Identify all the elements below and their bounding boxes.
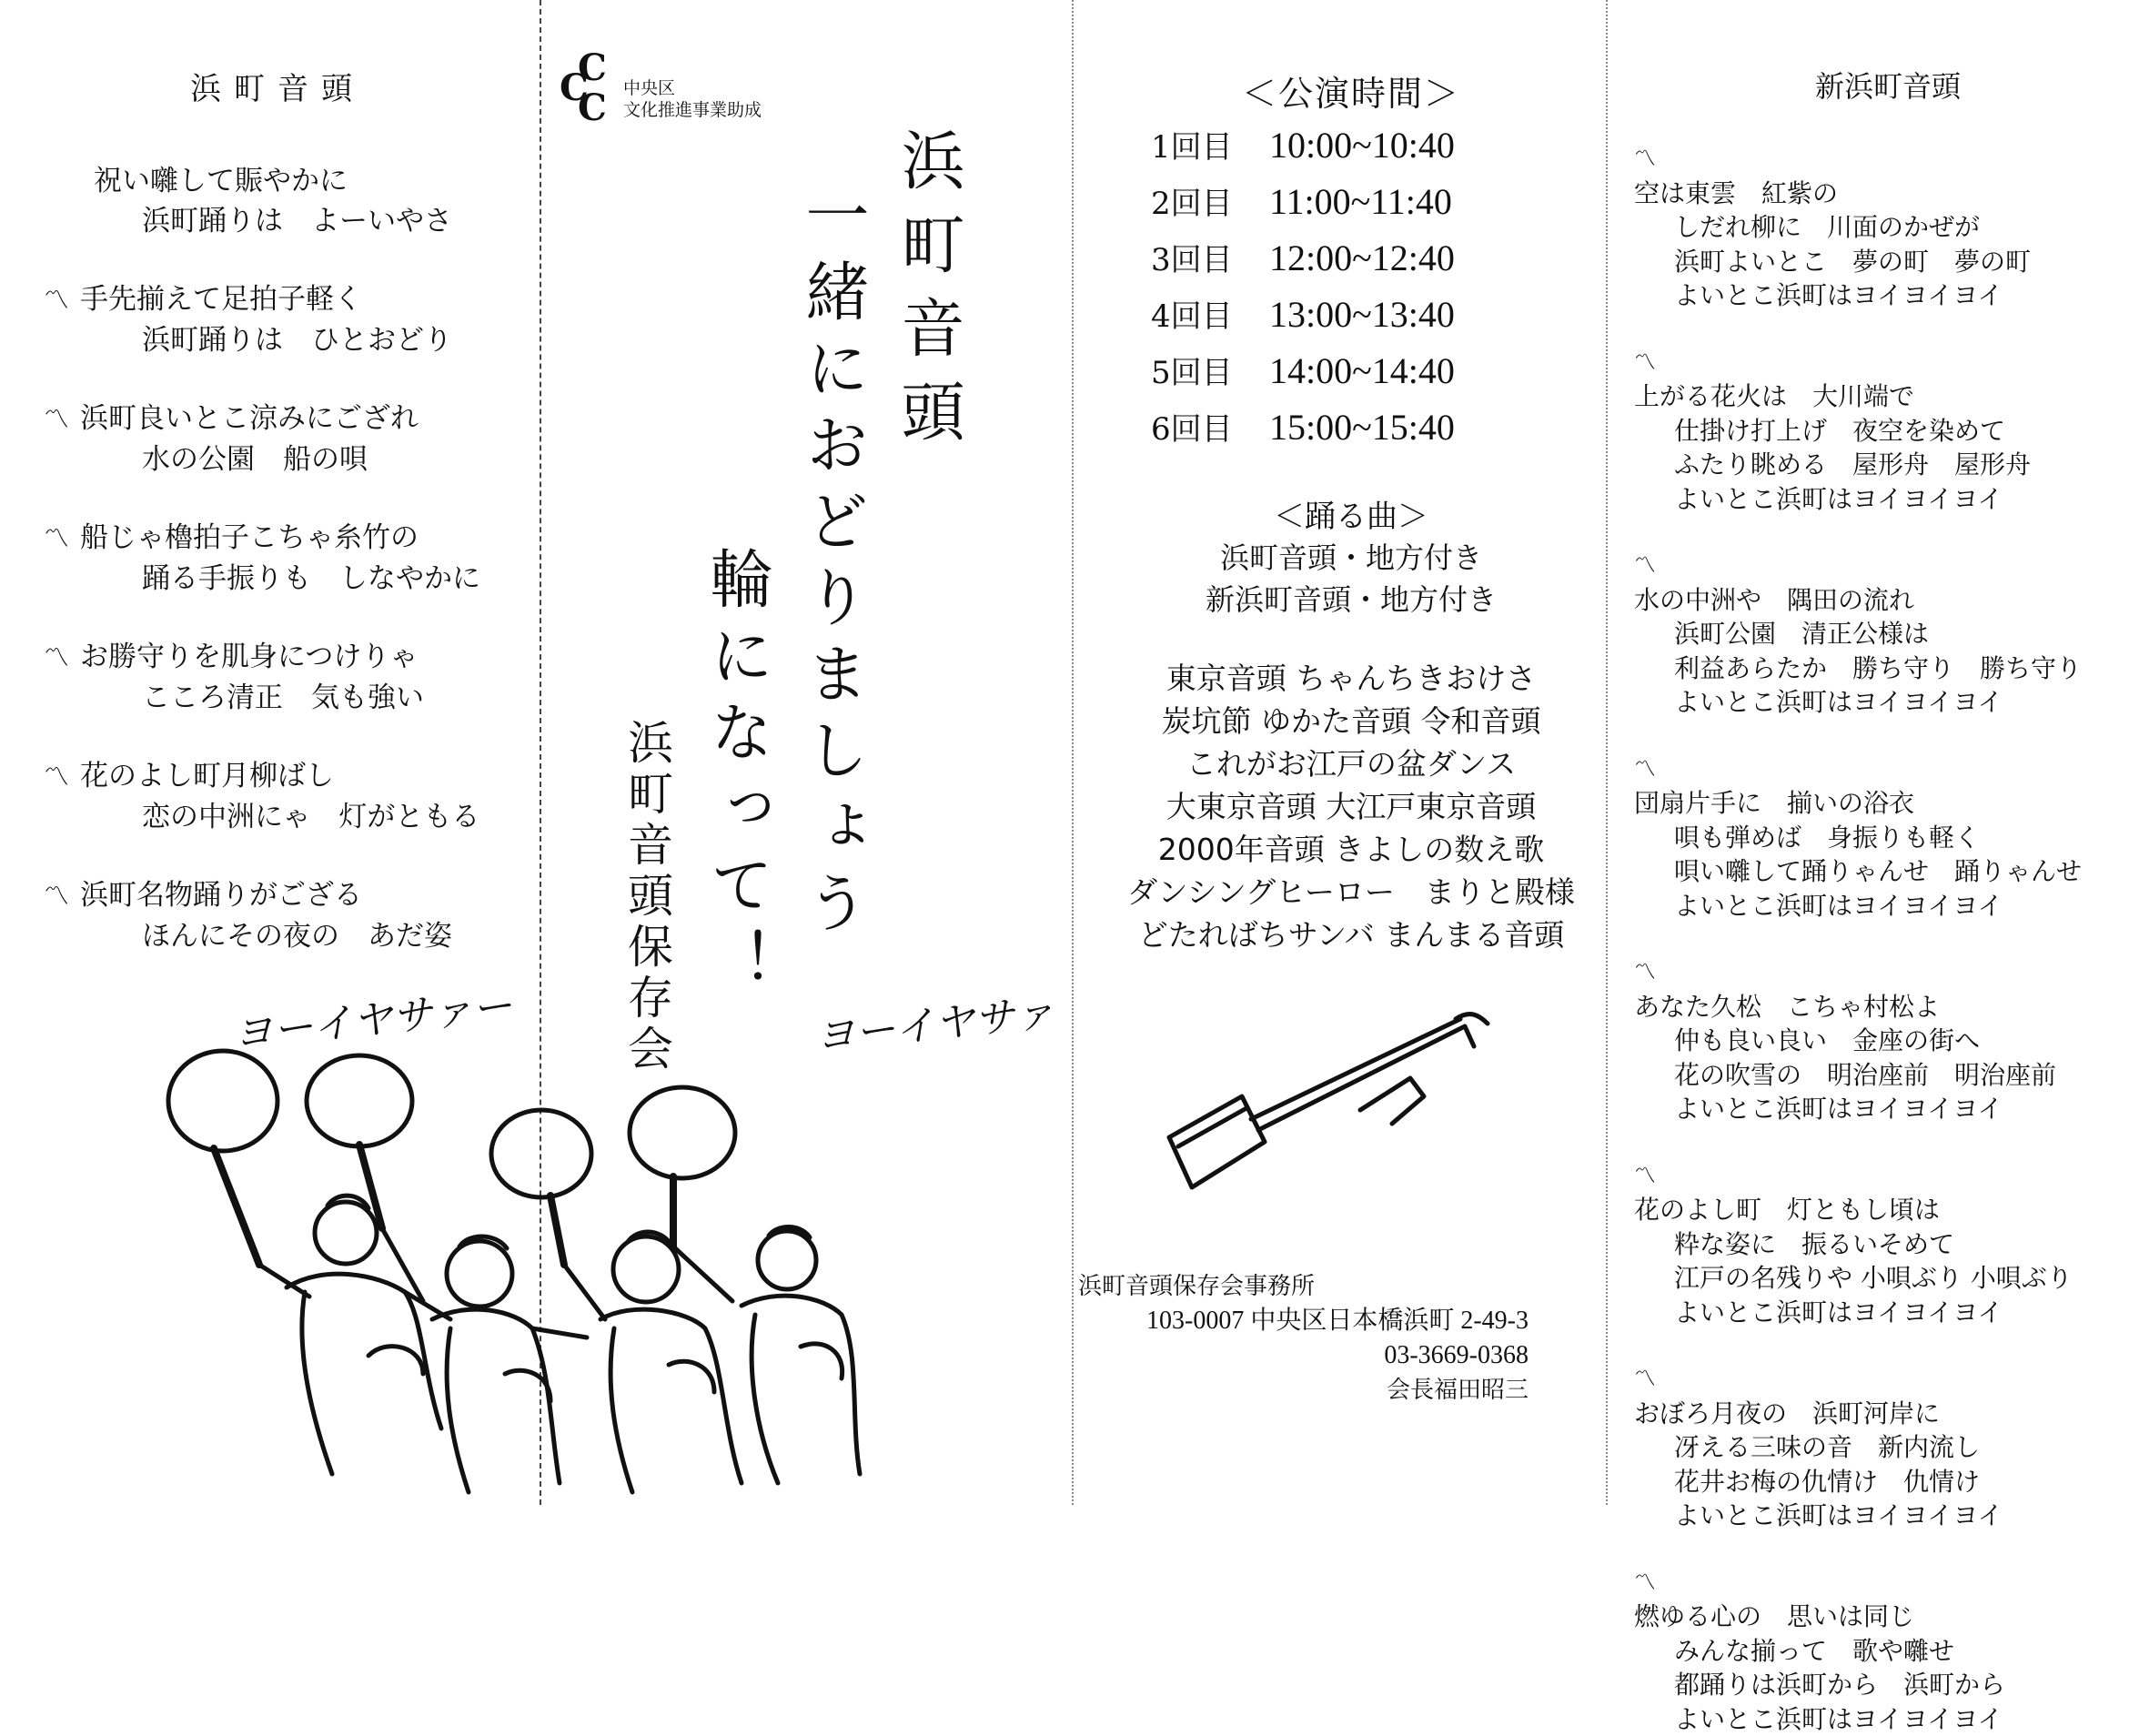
lyric-verse	[1634, 549, 2129, 720]
lyric-verse	[1634, 955, 2129, 1126]
panel-shin-hamacho-ondo-lyrics	[1619, 0, 2129, 1505]
lyrics-list	[1619, 142, 2129, 1736]
session-number: 2回目	[1151, 177, 1269, 231]
lyric-line: よいとこ浜町はヨイヨイヨイ	[1634, 1092, 2129, 1126]
lyric-line: 仲も良い良い 金座の街へ	[1634, 1024, 2129, 1058]
iori-mark-icon: 〽	[44, 757, 80, 797]
lyric-line: 花のよし町 灯ともし頃は	[1634, 1193, 2129, 1227]
schedule-row	[1151, 288, 1455, 344]
lyric-line: 花井お梅の仇情け 仇情け	[1634, 1465, 2129, 1499]
iori-mark-icon: 〽	[44, 280, 80, 320]
lyric-line: お勝守りを肌身につけりゃ	[80, 641, 418, 673]
lyric-line: よいとこ浜町はヨイヨイヨイ	[1634, 1499, 2129, 1533]
office-address: 103-0007 中央区日本橋浜町 2-49-3	[1078, 1304, 1529, 1338]
logo-line: 中央区	[623, 77, 675, 99]
session-time: 14:00~14:40	[1269, 350, 1455, 391]
schedule-title: ＜公演時間＞	[1078, 66, 1624, 116]
iori-mark-icon: 〽	[44, 638, 80, 678]
cover-tagline: 輪になって！	[691, 546, 783, 1004]
schedule-row	[1151, 231, 1455, 288]
schedule-list	[1151, 118, 1455, 457]
lyric-verse	[44, 518, 528, 599]
session-time: 12:00~12:40	[1269, 237, 1455, 278]
session-number: 1回目	[1151, 120, 1269, 175]
lyric-line: しだれ柳に 川面のかぜが	[1634, 210, 2129, 245]
shout-text: ヨーイヤサァ	[812, 979, 1056, 1062]
song-line: 炭坑節 ゆかた音頭 令和音頭	[1078, 700, 1624, 742]
schedule-row	[1151, 175, 1455, 231]
featured-song: 浜町音頭・地方付き	[1078, 537, 1624, 579]
lyric-line: 浜町公園 清正公様は	[1634, 617, 2129, 651]
lyric-line: ふたり眺める 屋形舟 屋形舟	[1634, 448, 2129, 482]
song-line: 2000年音頭 きよしの数え歌	[1078, 828, 1624, 871]
lyric-line: 手先揃えて足拍子軽く	[80, 283, 362, 316]
iori-mark-icon: 〽	[44, 876, 80, 916]
panel-schedule	[1078, 0, 1615, 1505]
lyric-line: 浜町よいとこ 夢の町 夢の町	[1634, 245, 2129, 279]
logo-line: 文化推進事業助成	[623, 99, 762, 121]
lyric-line: 利益あらたか 勝ち守り 勝ち守り	[1634, 651, 2129, 686]
lyric-verse	[1634, 1159, 2129, 1330]
lyric-line: 水の公園 船の唄	[44, 439, 528, 479]
song-line: 東京音頭 ちゃんちきおけさ	[1078, 657, 1624, 700]
dancers-illustration	[150, 1046, 1160, 1505]
office-phone: 03-3669-0368	[1078, 1338, 1529, 1373]
lyric-verse	[44, 875, 528, 956]
lyric-line: 唄い囃して踊りゃんせ 踊りゃんせ	[1634, 854, 2129, 889]
lyric-line: 水の中洲や 隅田の流れ	[1634, 583, 2129, 618]
cover-tagline: 一緒におどりましょう	[787, 182, 879, 946]
lyric-verse	[1634, 142, 2129, 313]
lyric-line: 江戸の名残りや 小唄ぶり 小唄ぶり	[1634, 1261, 2129, 1296]
lyric-line: 仕掛け打上げ 夜空を染めて	[1634, 414, 2129, 449]
session-number: 6回目	[1151, 402, 1269, 457]
lyric-verse	[44, 279, 528, 360]
lyric-line: 踊る手振りも しなやかに	[44, 559, 528, 599]
lyric-line: よいとこ浜町はヨイヨイヨイ	[1634, 1296, 2129, 1330]
song-line: どたればちサンバ まんまる音頭	[1078, 913, 1624, 956]
lyrics-title: 新浜町音頭	[1647, 64, 2129, 106]
office-chair: 会長福田昭三	[1078, 1373, 1529, 1408]
lyric-line: おぼろ月夜の 浜町河岸に	[1634, 1397, 2129, 1431]
office-info	[1078, 1269, 1529, 1408]
schedule-row	[1151, 118, 1455, 175]
logo-c-icon: C	[578, 90, 607, 126]
song-list	[1078, 657, 1624, 956]
logo-c-icon: C	[560, 70, 589, 106]
iori-mark-icon: 〽	[1634, 752, 1654, 787]
featured-songs	[1078, 537, 1624, 621]
lyric-line: ほんにその夜の あだ姿	[44, 916, 528, 956]
lyric-line: 浜町良いとこ涼みにござれ	[80, 402, 419, 435]
lyric-line: 浜町名物踊りがござる	[80, 879, 362, 912]
lyric-line: 上がる花火は 大川端で	[1634, 379, 2129, 414]
lyric-line: みんな揃って 歌や囃せ	[1634, 1634, 2129, 1669]
iori-mark-icon: 〽	[1634, 1159, 1654, 1194]
lyrics-title: 浜町音頭	[27, 64, 528, 108]
sponsor-logo	[560, 50, 778, 132]
lyric-line: 祝い囃して賑やかに	[44, 161, 528, 201]
lyric-line: 唄も弾めば 身振りも軽く	[1634, 821, 2129, 855]
iori-mark-icon: 〽	[1634, 955, 1654, 990]
shout-text: ヨーイヤサァー	[229, 973, 514, 1060]
song-line: ダンシングヒーロー まりと殿様	[1078, 871, 1624, 913]
lyric-line: 粋な姿に 振るいそめて	[1634, 1227, 2129, 1262]
organizer-name: 浜町音頭保存会	[614, 719, 680, 1075]
iori-mark-icon: 〽	[1634, 549, 1654, 583]
office-name: 浜町音頭保存会事務所	[1078, 1269, 1529, 1304]
logo-c-icon: C	[578, 50, 607, 86]
lyric-verse	[1634, 1566, 2129, 1736]
lyric-verse	[44, 637, 528, 718]
lyric-line: 団扇片手に 揃いの浴衣	[1634, 786, 2129, 821]
lyric-verse	[1634, 346, 2129, 517]
lyric-verse	[44, 399, 528, 479]
lyric-verse	[1634, 1362, 2129, 1533]
iori-mark-icon: 〽	[1634, 346, 1654, 380]
lyric-line: 花のよし町月柳ばし	[80, 760, 334, 792]
lyric-line: こころ清正 気も強い	[44, 678, 528, 718]
featured-song: 新浜町音頭・地方付き	[1078, 579, 1624, 621]
song-line: 大東京音頭 大江戸東京音頭	[1078, 785, 1624, 828]
lyric-line: 花の吹雪の 明治座前 明治座前	[1634, 1058, 2129, 1093]
lyric-line: あなた久松 こちゃ村松よ	[1634, 990, 2129, 1024]
iori-mark-icon: 〽	[1634, 1566, 1654, 1600]
songs-title: ＜踊る曲＞	[1078, 491, 1624, 536]
lyric-line: よいとこ浜町はヨイヨイヨイ	[1634, 685, 2129, 720]
lyric-line: 燃ゆる心の 思いは同じ	[1634, 1600, 2129, 1634]
lyric-line: よいとこ浜町はヨイヨイヨイ	[1634, 1702, 2129, 1736]
iori-mark-icon: 〽	[44, 399, 80, 439]
iori-mark-icon: 〽	[44, 519, 80, 559]
lyric-line: 浜町踊りは よーいやさ	[44, 201, 528, 241]
iori-mark-icon: 〽	[1634, 142, 1654, 177]
session-time: 10:00~10:40	[1269, 125, 1455, 166]
iori-mark-icon: 〽	[1634, 1362, 1654, 1397]
session-number: 3回目	[1151, 233, 1269, 288]
lyric-line: 冴える三味の音 新内流し	[1634, 1430, 2129, 1465]
cover-title: 浜町音頭	[883, 127, 974, 462]
lyric-line: 船じゃ櫓拍子こちゃ糸竹の	[80, 521, 419, 554]
lyric-line: よいとこ浜町はヨイヨイヨイ	[1634, 278, 2129, 313]
session-time: 15:00~15:40	[1269, 407, 1455, 448]
lyric-line: よいとこ浜町はヨイヨイヨイ	[1634, 889, 2129, 924]
session-time: 13:00~13:40	[1269, 294, 1455, 335]
lyric-verse	[1634, 752, 2129, 924]
song-line: これがお江戸の盆ダンス	[1078, 742, 1624, 785]
lyric-verse	[44, 756, 528, 837]
panel-cover	[541, 0, 1078, 1505]
lyric-line: よいとこ浜町はヨイヨイヨイ	[1634, 482, 2129, 517]
session-number: 5回目	[1151, 346, 1269, 400]
session-number: 4回目	[1151, 289, 1269, 344]
lyric-line: 空は東雲 紅紫の	[1634, 177, 2129, 211]
lyric-line: 恋の中洲にゃ 灯がともる	[44, 797, 528, 837]
schedule-row	[1151, 400, 1455, 457]
lyric-line: 浜町踊りは ひとおどり	[44, 320, 528, 360]
shamisen-illustration	[1151, 1010, 1551, 1219]
lyrics-list	[36, 161, 528, 956]
schedule-row	[1151, 344, 1455, 400]
lyric-line: 都踊りは浜町から 浜町から	[1634, 1668, 2129, 1702]
session-time: 11:00~11:40	[1269, 181, 1452, 222]
lyric-verse	[44, 161, 528, 241]
